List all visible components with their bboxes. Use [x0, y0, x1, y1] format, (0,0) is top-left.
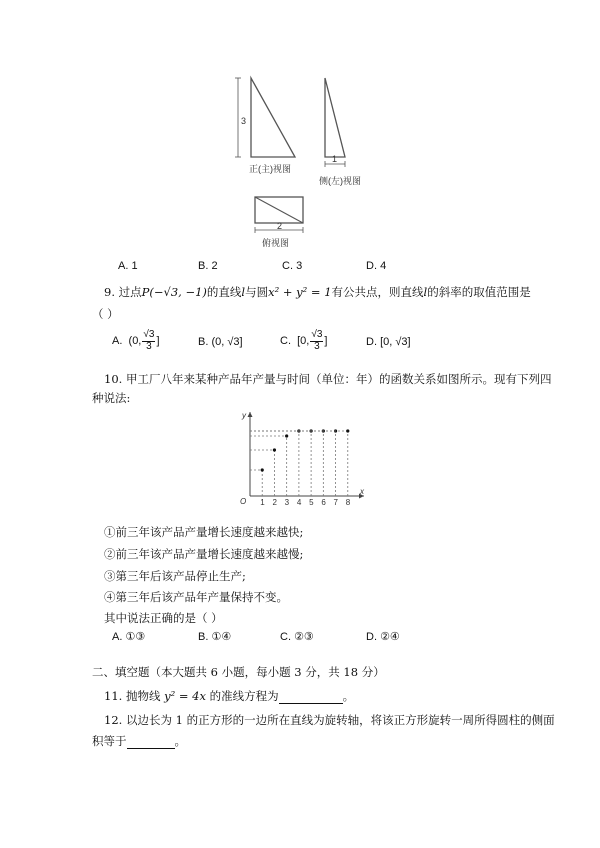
q10-statement-1: ①前三年该产品产量增长速度越来越快;: [104, 525, 304, 539]
q10-statement-4: ④第三年后该产品年产量保持不变。: [104, 590, 288, 604]
x-tick-label: 2: [272, 498, 277, 507]
top-view: [255, 197, 303, 248]
q8-option-b: B. 2: [198, 260, 218, 272]
q10-stem-line2: 种说法:: [92, 391, 131, 405]
data-point: [273, 448, 276, 451]
side-view: [319, 78, 361, 186]
q11-answer-blank[interactable]: [279, 691, 343, 704]
q10-stem-line1: 10. 甲工厂八年来某种产品年产量与时间（单位：年）的函数关系如图所示。现有下列四: [104, 372, 552, 386]
front-view: [235, 78, 295, 174]
three-view-figure: [225, 72, 385, 252]
q11-stem: 11. 抛物线 y² = 4x 的准线方程为 。: [104, 689, 355, 703]
section-2-header: 二、填空题（本大题共 6 小题，每小题 3 分，共 18 分）: [92, 665, 385, 679]
x-tick-label: 1: [260, 498, 265, 507]
q8-option-c: C. 3: [282, 260, 303, 272]
data-point: [346, 429, 349, 432]
side-view-label: 侧(左)视图: [319, 176, 361, 186]
q9-stem: 9. 过点P(−√3, −1)的直线l与圆x² + y² = 1有公共点，则直线l的斜率的取值范围是: [104, 285, 531, 299]
q9-answer-paren: （ ）: [92, 307, 119, 321]
front-view-height-label: 3: [241, 116, 247, 126]
q8-option-a: A. 1: [118, 260, 138, 272]
q10-option-c: C. ②③: [280, 631, 314, 643]
x-tick-label: 3: [284, 498, 290, 507]
q9-option-d: D. [0, √3]: [366, 336, 411, 348]
origin-label: O: [240, 497, 247, 506]
y-axis-label: y: [242, 411, 246, 420]
top-view-label: 俯视图: [262, 238, 290, 248]
x-tick-label: 8: [345, 498, 351, 507]
front-view-label: 正(主)视图: [249, 164, 291, 174]
q12-stem-line2: 积等于 。: [92, 734, 186, 748]
q10-option-a: A. ①③: [112, 631, 146, 643]
x-axis-label: x: [360, 487, 364, 496]
q8-option-d: D. 4: [366, 260, 387, 272]
y-axis-arrow: [248, 412, 253, 417]
data-point: [285, 434, 288, 437]
q10-question: 其中说法正确的是（ ）: [104, 611, 223, 625]
q10-statement-2: ②前三年该产品产量增长速度越来越慢;: [104, 547, 304, 561]
q9-option-a: A. (0, $\frac{√3}{3}$ ]: [112, 329, 160, 352]
x-tick-label: 6: [321, 498, 326, 507]
q10-option-b: B. ①④: [198, 631, 232, 643]
side-view-width-label: 1: [332, 154, 338, 164]
q9-option-b: B. (0, √3]: [198, 336, 243, 348]
q10-option-d: D. ②④: [366, 631, 400, 643]
q12-stem-line1: 12. 以边长为 1 的正方形的一边所在直线为旋转轴，将该正方形旋转一周所得圆柱的侧面: [104, 713, 555, 727]
x-tick-label: 7: [333, 498, 339, 507]
data-point: [261, 468, 264, 471]
q12-answer-blank[interactable]: [127, 736, 175, 749]
q10-statement-3: ③第三年后该产品停止生产;: [104, 569, 246, 583]
x-tick-label: 5: [309, 498, 314, 507]
q9-option-c: C. [0, $\frac{√3}{3}$ ]: [280, 329, 328, 352]
production-chart: [236, 408, 368, 510]
x-tick-label: 4: [296, 498, 302, 507]
top-view-width-label: 2: [277, 221, 283, 231]
